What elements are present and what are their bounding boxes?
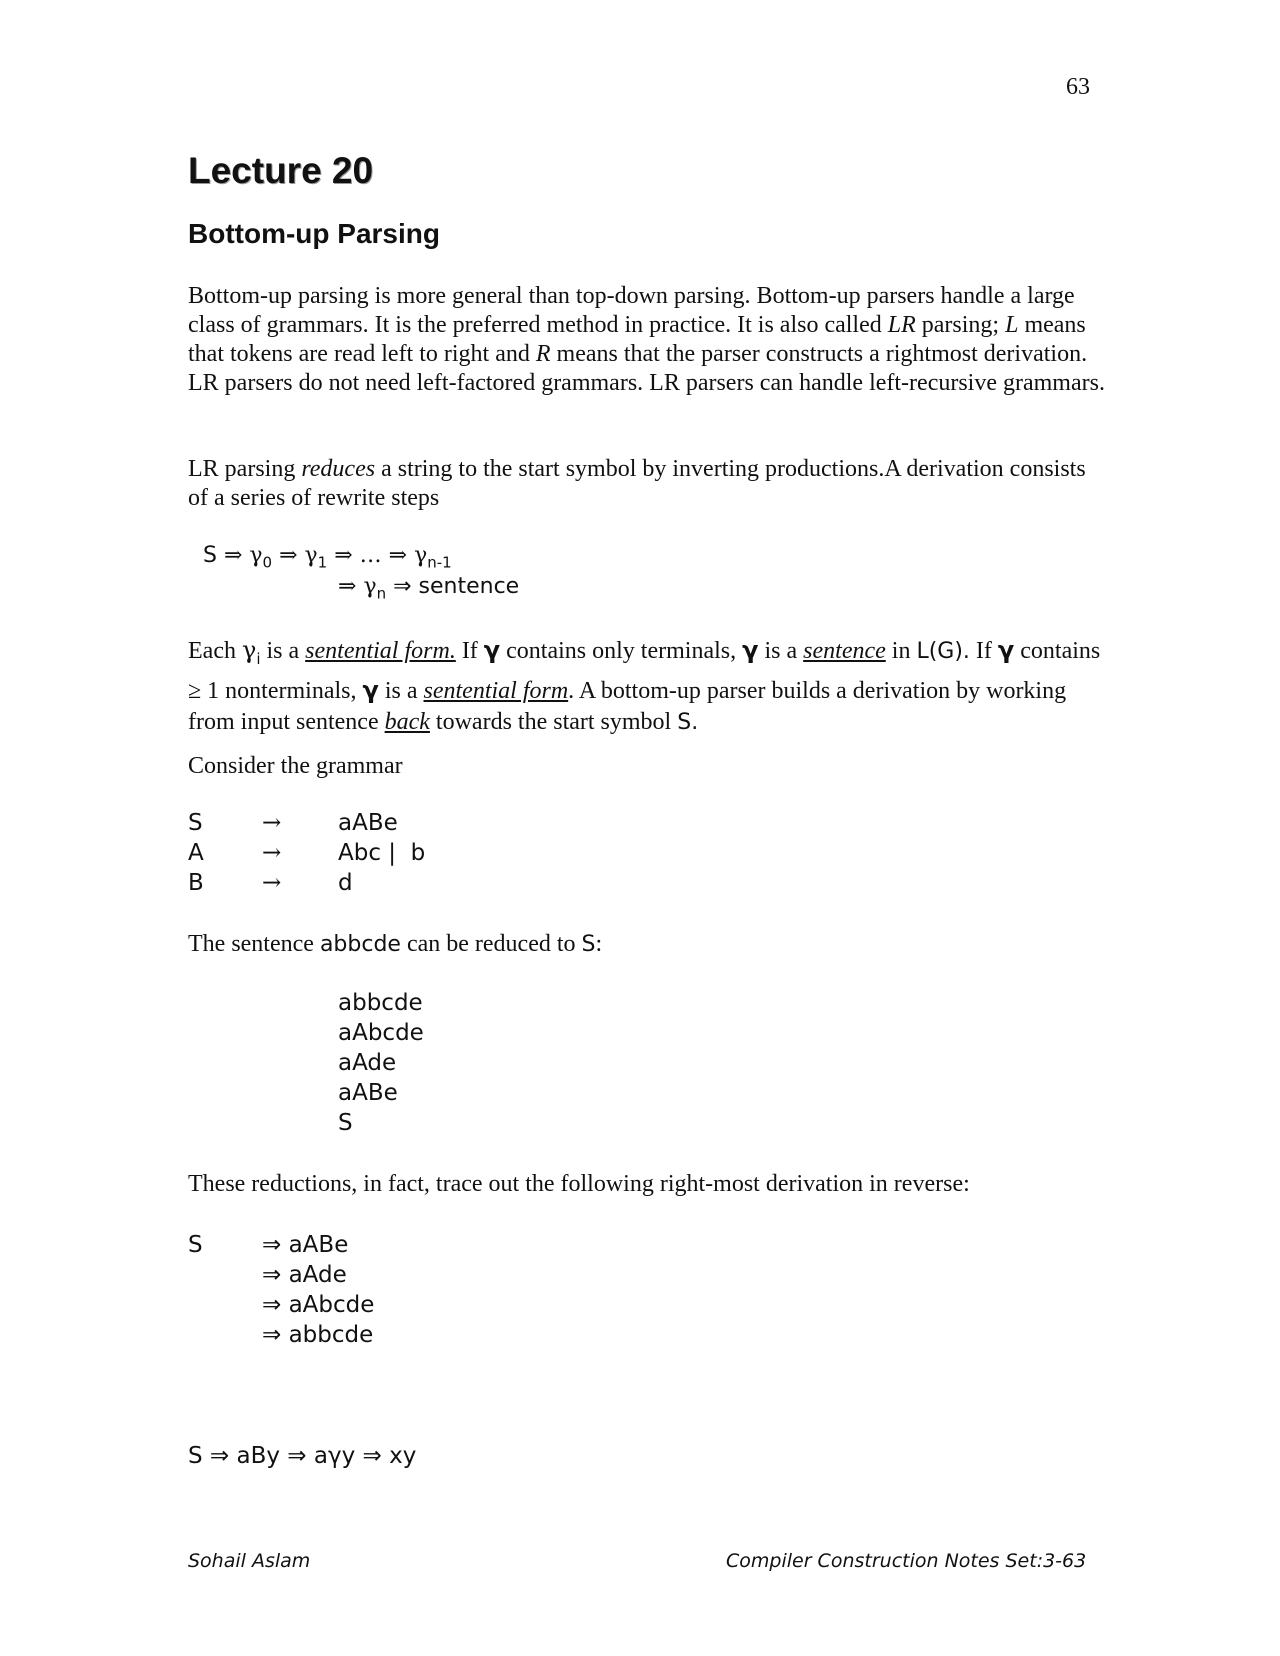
reduces-term: reduces [301,456,376,482]
reduction-intro [188,930,1108,959]
gamma-symbol: γ [414,543,428,568]
r-term: R [535,341,551,367]
rightmost-step: ⇒ aABe [262,1232,349,1258]
gamma-symbol: γ [304,543,318,568]
sentence-term: ⇒ sentence [386,574,520,599]
footer-title: Compiler Construction Notes Set:3-63 [726,1550,1087,1572]
implies-arrow: ⇒ [272,543,305,568]
reduction-step: abbcde [338,990,423,1016]
rightmost-start-symbol: S [188,1232,203,1258]
rightmost-step: ⇒ abbcde [262,1322,374,1348]
text-span: Each [188,638,242,664]
text-span: is a [378,677,424,704]
back-term: back [384,708,430,735]
gamma-symbol: γ [249,543,263,568]
text-span: . A bottom-up parser builds a derivation by working from input sentence [188,677,1067,735]
sentence-term: abbcde [319,932,401,957]
reduction-step: aAbcde [338,1020,424,1046]
text-span: If [969,638,998,664]
lr-parsing-paragraph [188,455,1108,513]
text-span: can be reduced to [400,931,582,957]
text-span: : [595,931,603,957]
text-span: is a [260,638,306,664]
grammar-intro: Consider the grammar [188,753,403,779]
reduction-step: aAde [338,1050,397,1076]
rule-rhs: Abc | b [338,840,426,866]
text-span: towards the start symbol [429,708,678,735]
gamma-symbol: γ [362,675,379,704]
gamma-symbol: γ [241,636,257,664]
rule-lhs: B [188,870,204,896]
rule-arrow: → [262,870,282,896]
footer-author: Sohail Aslam [188,1550,311,1572]
text-span: means that the parser constructs a rightmost derivation. LR parsers do not need left-factored grammars. LR parsers can handle left-recursive grammars. [188,341,1105,396]
implies-chain: ⇒ … ⇒ [327,543,415,568]
text-span: in [885,638,917,664]
start-symbol: S [581,932,596,957]
text-span: contains only terminals, [500,638,743,664]
text-span: The sentence [188,931,320,957]
start-symbol: S [203,543,217,568]
subscript: n [376,584,387,603]
rule-arrow: → [262,840,282,866]
sentential-form-term: sentential form [423,677,569,704]
implies-arrow: ⇒ [338,574,364,599]
subscript: 1 [317,553,328,572]
rightmost-step: ⇒ aAbcde [262,1292,375,1318]
rule-lhs: A [188,840,204,866]
language-term: L(G). [916,639,970,664]
grammar-rule [0,810,1280,840]
lr-term: LR [887,312,916,338]
gamma-symbol: γ [997,636,1015,664]
subscript: n-1 [427,553,452,572]
text-span: is a [758,638,804,664]
rule-lhs: S [188,810,203,836]
rule-arrow: → [262,810,282,836]
gamma-symbol: γ [742,636,759,664]
subscript: 0 [262,553,273,572]
rightmost-intro: These reductions, in fact, trace out the following right-most derivation in reverse: [188,1171,970,1197]
text-span: parsing; [915,312,1006,338]
reduction-step: S [338,1110,353,1136]
grammar-rule [0,840,1280,870]
start-symbol: S. [677,709,699,735]
subscript: i [256,649,261,668]
intro-paragraph [188,282,1108,398]
text-span: If [455,638,484,664]
sentential-form-term: sentential form. [305,638,456,664]
final-derivation: S ⇒ aBy ⇒ aγy ⇒ xy [188,1443,417,1469]
grammar-rule [0,870,1280,900]
reduction-step: aABe [338,1080,398,1106]
lecture-title: Lecture 20 [188,150,374,191]
gamma-symbol: γ [363,574,377,599]
gamma-symbol: γ [483,636,501,664]
rightmost-step: ⇒ aAde [262,1262,347,1288]
page-number: 63 [1066,74,1090,100]
text-span: means that tokens are read left to right and [188,312,1086,367]
section-title: Bottom-up Parsing [188,218,440,249]
derivation-line-1 [203,543,452,571]
text-span: LR parsing [188,456,302,482]
sentential-form-paragraph [188,635,1108,738]
implies-arrow: ⇒ [216,543,250,568]
text-span: contains ≥ 1 nonterminals, [188,638,1101,704]
derivation-line-2 [338,574,519,602]
text-span: Bottom-up parsing is more general than top-down parsing. Bottom-up parsers handle a large class of grammars. It is the preferred method in practice. It is also called [188,283,1075,338]
text-span: a string to the start symbol by inverting productions.A derivation consists of a series of rewrite steps [188,456,1086,511]
rule-rhs: aABe [338,810,398,836]
sentence-term: sentence [803,638,886,664]
l-term: L [1005,312,1019,338]
rule-rhs: d [338,870,353,896]
